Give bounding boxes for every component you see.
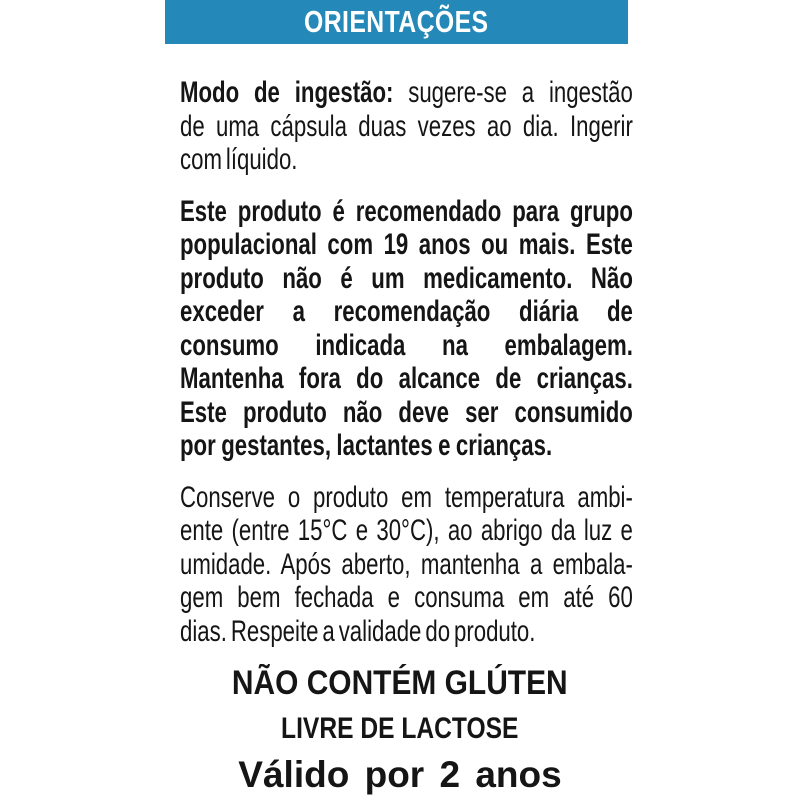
ingestion-paragraph — [180, 76, 633, 177]
text-line: com líquido. — [180, 143, 298, 176]
text-line: Conserve o produto em temperatura ambi- — [180, 480, 633, 514]
storage-paragraph — [180, 481, 633, 649]
ingestion-lead-label: Modo de ingestão: — [180, 76, 394, 109]
text-line: de uma cápsula duas vezes ao dia. Ingerir — [180, 109, 633, 143]
lactose-free-claim — [0, 706, 800, 751]
text-line: umidade. Após aberto, mantenha a embala- — [180, 547, 633, 581]
text-line: gem bem fechada e consuma em até 60 — [180, 581, 633, 614]
text-line: ente (entre 15°C e 30°C), ao abrigo da luz e — [180, 514, 633, 547]
orientations-title: ORIENTAÇÕES — [304, 4, 489, 39]
text-line: populacional com 19 anos ou mais. Este — [180, 228, 633, 261]
text-line — [180, 76, 633, 110]
text-line: Este produto não deve ser consumido — [180, 395, 633, 429]
text-line: Este produto é recomendado para grupo — [180, 194, 633, 228]
gluten-free-claim — [0, 660, 800, 706]
text-line: produto não é um medicamento. Não — [180, 261, 633, 295]
orientations-header-band — [165, 0, 628, 44]
text-run: sugere-se a ingestão — [408, 76, 633, 109]
validity-text: Válido por 2 anos — [238, 754, 562, 795]
warnings-paragraph — [180, 195, 633, 463]
text-line: Mantenha fora do alcance de crianças. — [180, 362, 633, 395]
text-line: exceder a recomendação diária de — [180, 295, 633, 328]
lactose-free-text: LIVRE DE LACTOSE — [281, 712, 519, 745]
text-line: consumo indicada na embalagem. — [180, 328, 633, 362]
text-line: por gestantes, lactantes e crianças. — [180, 429, 553, 462]
gluten-free-text: NÃO CONTÉM GLÚTEN — [232, 664, 568, 702]
body-text-column — [180, 76, 633, 666]
claims-block — [0, 660, 800, 798]
text-line: dias. Respeite a validade do produto. — [180, 614, 536, 648]
validity-claim — [0, 751, 800, 798]
